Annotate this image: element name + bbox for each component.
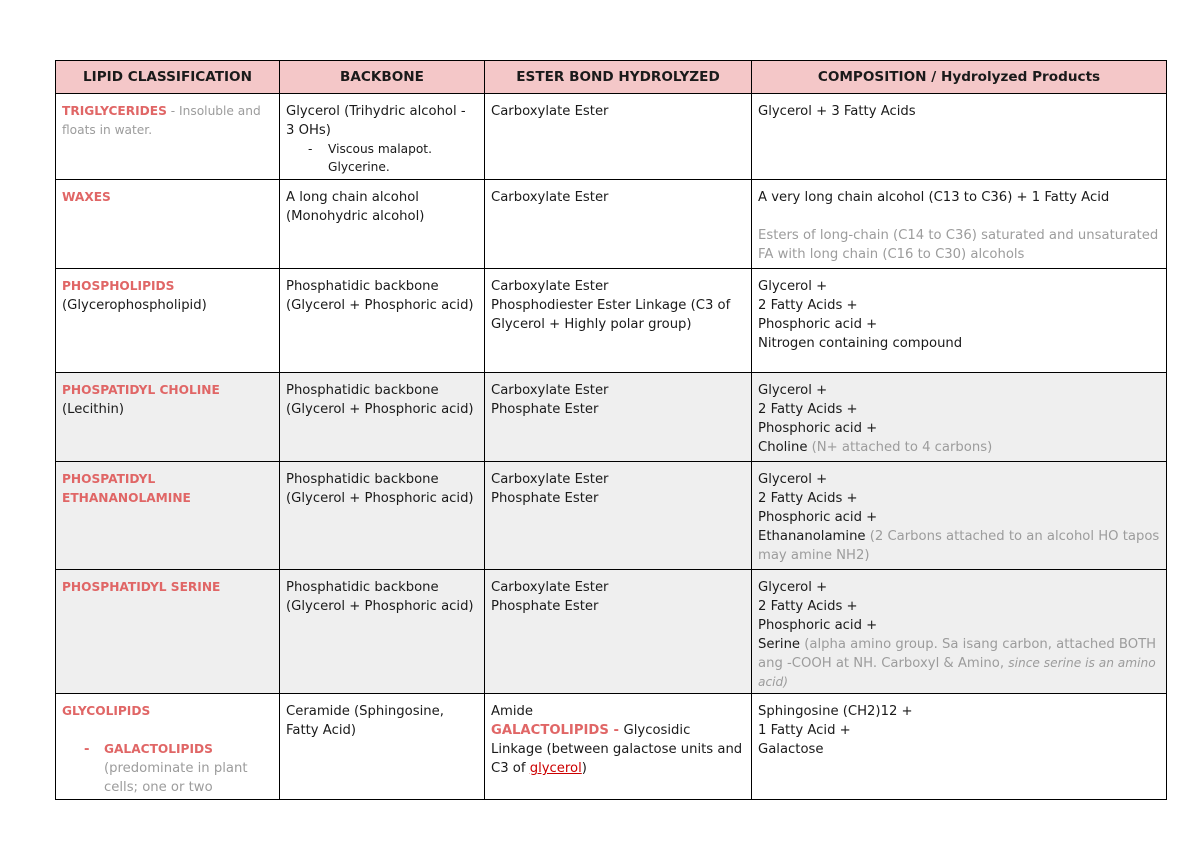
composition-line: Glycerol + (758, 279, 828, 294)
backbone-line: (Glycerol + Phosphoric acid) (286, 599, 474, 614)
row-phosphatidyl-serine (56, 570, 1167, 694)
composition-line: Sphingosine (CH2)12 + (758, 704, 913, 719)
cell-ester (485, 570, 752, 694)
ester-line: Carboxylate Ester (491, 472, 609, 487)
cell-composition (752, 570, 1167, 694)
composition-line (758, 527, 1160, 565)
composition-line: 1 Fatty Acid + (758, 723, 851, 738)
backbone-line: (Glycerol + Phosphoric acid) (286, 402, 474, 417)
composition-line (758, 635, 1160, 692)
class-name: PHOSPHOLIPIDS (62, 279, 175, 293)
composition-term: Serine (758, 637, 801, 652)
composition-line: Glycerol + (758, 580, 828, 595)
class-name: TRIGLYCERIDES (62, 104, 167, 118)
cell-composition (752, 373, 1167, 462)
bullet-dash: - (308, 142, 313, 156)
bullet-dash: - (84, 742, 90, 757)
header-classification: LIPID CLASSIFICATION (56, 61, 280, 94)
ester-line: Phosphate Ester (491, 402, 599, 417)
lipid-classification-table (55, 60, 1167, 800)
header-row (56, 61, 1167, 94)
composition-note: (2 Carbons attached to an alcohol HO tapos may amine NH2) (758, 529, 1160, 563)
composition-term: Choline (758, 440, 808, 455)
class-name: WAXES (62, 190, 111, 204)
row-phosphatidyl-ethanolamine (56, 462, 1167, 570)
class-note: - Insoluble and floats in water. (62, 104, 261, 137)
composition-line: Nitrogen containing compound (758, 336, 963, 351)
composition-line: Glycerol + (758, 472, 828, 487)
backbone-line: Phosphatidic backbone (286, 580, 439, 595)
cell-backbone (280, 373, 485, 462)
subclass-note: (predominate in plant cells; one or two (104, 761, 248, 795)
composition-note: (N+ attached to 4 carbons) (807, 440, 993, 455)
ester-label: GALACTOLIPIDS - (491, 723, 624, 738)
cell-classification (56, 570, 280, 694)
cell-classification (56, 462, 280, 570)
row-waxes (56, 180, 1167, 269)
class-name: PHOSPHATIDYL SERINE (62, 580, 221, 594)
spacer (758, 207, 1160, 226)
cell-composition: Glycerol + 3 Fatty Acids (752, 94, 1167, 180)
cell-ester: Carboxylate Ester (485, 94, 752, 180)
ester-line: Carboxylate Ester (491, 279, 609, 294)
backbone-line: Phosphatidic backbone (286, 279, 439, 294)
backbone-line: Phosphatidic backbone (286, 383, 439, 398)
class-note: (Lecithin) (62, 402, 124, 417)
composition-term: Ethananolamine (758, 529, 866, 544)
header-ester-bond: ESTER BOND HYDROLYZED (485, 61, 752, 94)
composition-line: 2 Fatty Acids + (758, 599, 858, 614)
cell-classification (56, 94, 280, 180)
ester-line: Carboxylate Ester (491, 580, 609, 595)
cell-backbone: Ceramide (Sphingosine, Fatty Acid) (280, 694, 485, 800)
cell-classification (56, 180, 280, 269)
composition-line: Phosphoric acid + (758, 421, 878, 436)
cell-backbone (280, 269, 485, 373)
composition-note: (alpha amino group. Sa isang carbon, attached BOTH ang -COOH at NH. Carboxyl & Amino, (758, 637, 1157, 671)
header-composition: COMPOSITION / Hydrolyzed Products (752, 61, 1167, 94)
cell-backbone: A long chain alcohol (Monohydric alcohol) (280, 180, 485, 269)
row-triglycerides (56, 94, 1167, 180)
cell-ester (485, 462, 752, 570)
cell-composition (752, 462, 1167, 570)
composition-text: A very long chain alcohol (C13 to C36) + 1 Fatty Acid (758, 190, 1110, 205)
cell-ester: Carboxylate Ester (485, 180, 752, 269)
ester-line: Amide (491, 704, 534, 719)
cell-ester (485, 694, 752, 800)
ester-line: Phosphate Ester (491, 491, 599, 506)
cell-classification (56, 269, 280, 373)
backbone-subtext: Viscous malapot. Glycerine. (328, 142, 432, 174)
ester-line (491, 721, 745, 778)
composition-line: Phosphoric acid + (758, 510, 878, 525)
class-note: (Glycerophospholipid) (62, 298, 207, 313)
cell-classification (56, 694, 280, 800)
row-phospholipids (56, 269, 1167, 373)
cell-composition (752, 694, 1167, 800)
ester-line: Phosphate Ester (491, 599, 599, 614)
cell-composition (752, 180, 1167, 269)
composition-note-italic: since serine is an amino acid) (758, 656, 1156, 689)
cell-backbone (280, 570, 485, 694)
subclass-name: GALACTOLIPIDS (104, 742, 213, 756)
composition-line: 2 Fatty Acids + (758, 402, 858, 417)
cell-ester (485, 373, 752, 462)
cell-backbone (280, 462, 485, 570)
composition-line: 2 Fatty Acids + (758, 491, 858, 506)
backbone-subitem (286, 140, 478, 176)
class-name: PHOSPATIDYL ETHANANOLAMINE (62, 472, 191, 505)
backbone-text: Glycerol (Trihydric alcohol - 3 OHs) (286, 104, 466, 138)
ester-line: Phosphodiester Ester Linkage (C3 of Glycerol + Highly polar group) (491, 298, 731, 332)
row-glycolipids (56, 694, 1167, 800)
backbone-line: (Glycerol + Phosphoric acid) (286, 491, 474, 506)
class-name: GLYCOLIPIDS (62, 704, 151, 718)
composition-line: 2 Fatty Acids + (758, 298, 858, 313)
composition-line: Glycerol + (758, 383, 828, 398)
composition-line: Phosphoric acid + (758, 618, 878, 633)
backbone-line: (Glycerol + Phosphoric acid) (286, 298, 474, 313)
ester-end: ) (581, 761, 587, 776)
subclass-item (62, 740, 273, 797)
cell-composition (752, 269, 1167, 373)
header-backbone: BACKBONE (280, 61, 485, 94)
composition-note: Esters of long-chain (C14 to C36) saturated and unsaturated FA with long chain (C16 to C30) alcohols (758, 228, 1159, 262)
cell-classification (56, 373, 280, 462)
composition-line (758, 438, 1160, 457)
ester-line: Carboxylate Ester (491, 383, 609, 398)
cell-backbone (280, 94, 485, 180)
row-phosphatidyl-choline (56, 373, 1167, 462)
composition-line: Phosphoric acid + (758, 317, 878, 332)
class-name: PHOSPATIDYL CHOLINE (62, 383, 220, 397)
backbone-line: Phosphatidic backbone (286, 472, 439, 487)
composition-line: Galactose (758, 742, 824, 757)
spellcheck-word: glycerol (529, 761, 582, 776)
cell-ester (485, 269, 752, 373)
ester-text: Glycosidic Linkage (between galactose units and C3 of (491, 723, 743, 776)
